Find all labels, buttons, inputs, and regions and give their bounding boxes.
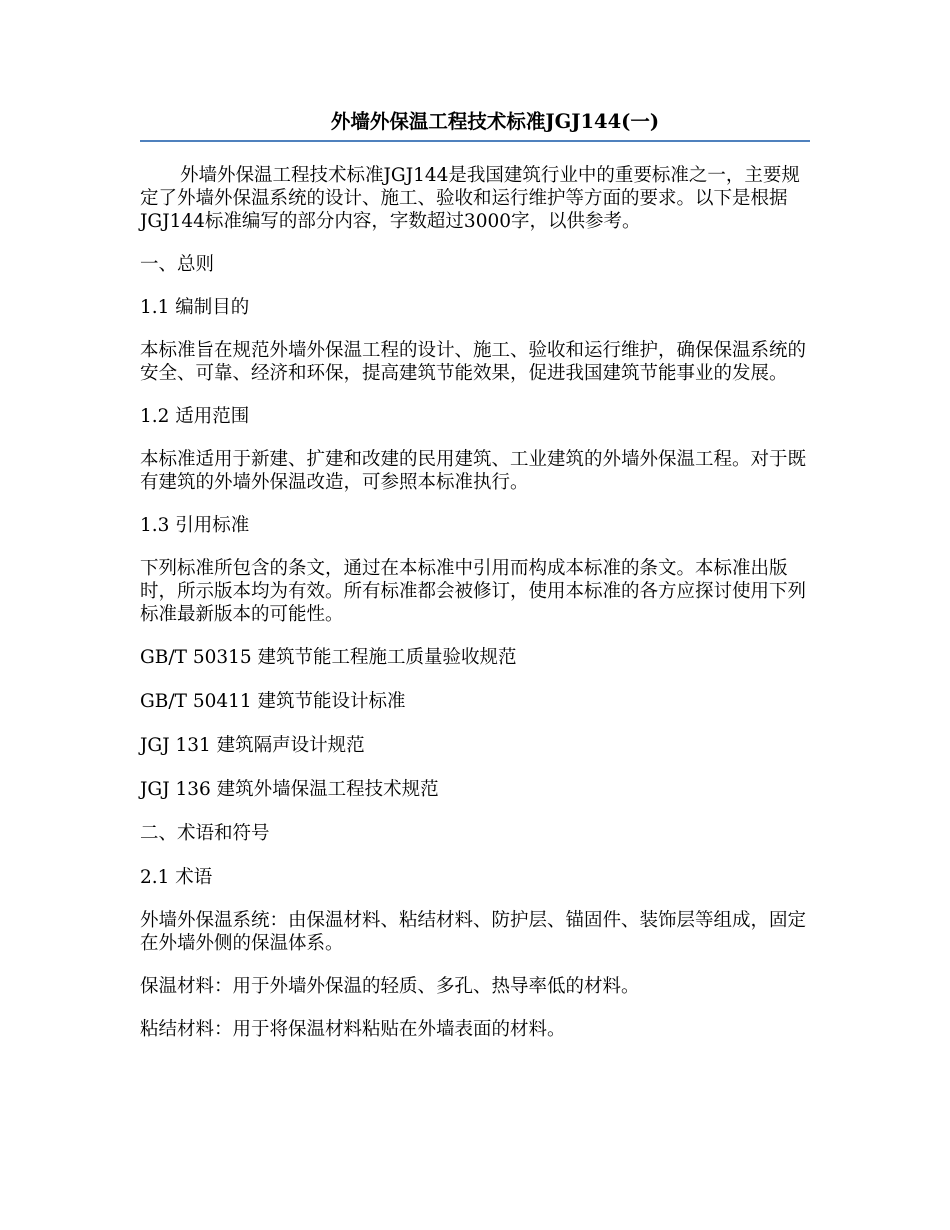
- document-page: [140, 108, 810, 1061]
- purpose-paragraph: 本标准旨在规范外墙外保温工程的设计、施工、验收和运行维护，确保保温系统的安全、可靠、经济和环保，提高建筑节能效果，促进我国建筑节能事业的发展。: [140, 340, 807, 384]
- term-definition: 粘结材料：用于将保温材料粘贴在外墙表面的材料。: [140, 1019, 566, 1040]
- reference-item: GB/T 50315 建筑节能工程施工质量验收规范: [140, 647, 517, 668]
- scope-paragraph: 本标准适用于新建、扩建和改建的民用建筑、工业建筑的外墙外保温工程。对于既有建筑的外墙外保温改造，可参照本标准执行。: [140, 449, 807, 493]
- reference-item: JGJ 131 建筑隔声设计规范: [140, 735, 365, 756]
- subsection-heading-terms: 2.1 术语: [140, 867, 213, 888]
- term-definition: 保温材料：用于外墙外保温的轻质、多孔、热导率低的材料。: [140, 976, 640, 997]
- section-heading-general: 一、总则: [140, 254, 215, 275]
- intro-paragraph: 外墙外保温工程技术标准JGJ144是我国建筑行业中的重要标准之一，主要规定了外墙外保温系统的设计、施工、验收和运行维护等方面的要求。以下是根据JGJ144标准编写的部分内容，字数超过3000字，以供参考。: [140, 165, 800, 232]
- term-definition: 外墙外保温系统：由保温材料、粘结材料、防护层、锚固件、装饰层等组成，固定在外墙外侧的保温体系。: [140, 910, 807, 954]
- reference-item: GB/T 50411 建筑节能设计标准: [140, 691, 406, 712]
- subsection-heading-references: 1.3 引用标准: [140, 515, 250, 536]
- subsection-heading-purpose: 1.1 编制目的: [140, 297, 250, 318]
- references-paragraph: 下列标准所包含的条文，通过在本标准中引用而构成本标准的条文。本标准出版时，所示版本均为有效。所有标准都会被修订，使用本标准的各方应探讨使用下列标准最新版本的可能性。: [140, 558, 807, 625]
- section-heading-terms: 二、术语和符号: [140, 823, 270, 844]
- subsection-heading-scope: 1.2 适用范围: [140, 406, 250, 427]
- reference-item: JGJ 136 建筑外墙保温工程技术规范: [140, 779, 439, 800]
- document-title: 外墙外保温工程技术标准JGJ144(一): [330, 110, 660, 133]
- title-divider: [140, 140, 810, 142]
